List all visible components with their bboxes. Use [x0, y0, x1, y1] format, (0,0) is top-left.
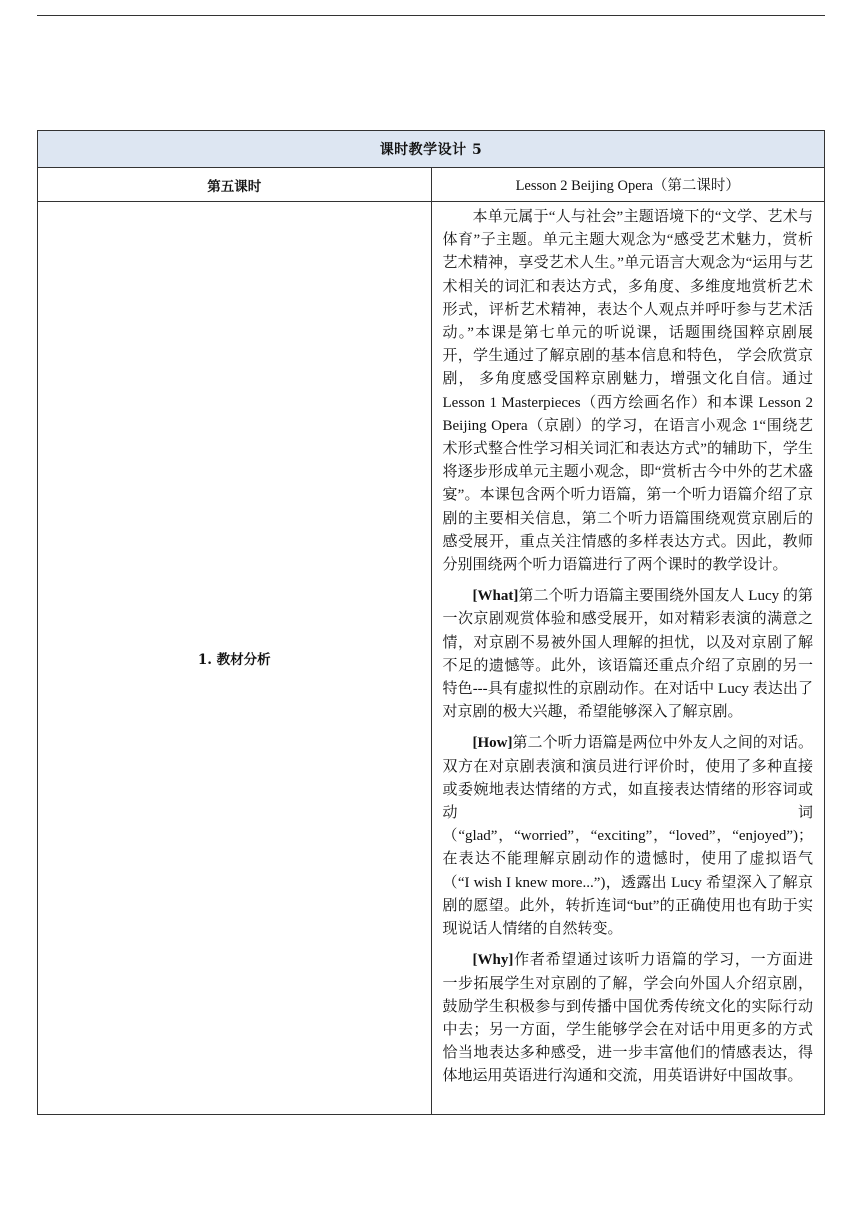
what-text: 第二个听力语篇主要围绕外国友人 Lucy 的第一次京剧观赏体验和感受展开，如对精彩表演的满意之情，对京剧不易被外国人理解的担忧，以及对京剧了解不足的遗憾等。此外，该语篇还重点介绍了京剧的另一特色---具有虚拟性的京剧动作。在对话中 Lucy 表达出了对京剧的极大兴趣，希望能够深入了解京剧。 — [442, 588, 813, 721]
lesson-label: 第五课时 — [38, 168, 432, 202]
lesson-row — [38, 168, 825, 202]
how-paragraph — [443, 732, 814, 941]
analysis-row — [38, 202, 825, 1115]
section-label: 1. 教材分析 — [38, 202, 432, 1115]
why-paragraph — [443, 949, 814, 1088]
what-paragraph — [443, 585, 814, 724]
lesson-design-table — [37, 130, 825, 1115]
table-title: 课时教学设计 5 — [38, 131, 825, 168]
overview-text: 本单元属于“人与社会”主题语境下的“文学、艺术与体育”子主题。单元主题大观念为“感受艺术魅力，赏析艺术精神，享受艺术人生。”单元语言大观念为“运用与艺术相关的词汇和表达方式，多角度、多维度地赏析艺术形式，评析艺术精神，表达个人观点并呼吁参与艺术活动。”本课是第七单元的听说课，话题围绕国粹京剧展开，学生通过了解京剧的基本信息和特色， 学会欣赏京剧， 多角度感受国粹京剧魅力，增强文化自信。通过 Lesson 1 Masterpieces（西方绘画名作）和本课 Lesson 2 Beijing Opera（京剧）的学习，在语言小观念 1“围绕艺术形式整合性学习相关词汇和表达方式”的辅助下，学生将逐步形成单元主题小观念，即“赏析古今中外的艺术盛宴”。本课包含两个听力语篇，第一个听力语篇介绍了京剧的主要相关信息，第二个听力语篇围绕观赏京剧后的感受展开，重点关注情感的多样表达方式。因此，教师分别围绕两个听力语篇进行了两个课时的教学设计。 — [442, 209, 813, 574]
what-tag: [What] — [472, 588, 519, 605]
lesson-title: Lesson 2 Beijing Opera（第二课时） — [431, 168, 825, 202]
overview-paragraph — [443, 206, 814, 577]
analysis-content — [431, 202, 825, 1115]
why-text: 作者希望通过该听力语篇的学习，一方面进一步拓展学生对京剧的了解，学会向外国人介绍京剧， 鼓励学生积极参与到传播中国优秀传统文化的实际行动中去；另一方面，学生能够学会在对话中用更多的方式恰当地表达多种感受，进一步丰富他们的情感表达，得体地运用英语进行沟通和交流，用英语讲好中国故事。 — [442, 952, 813, 1085]
title-row — [38, 131, 825, 168]
why-tag: [Why] — [472, 952, 514, 969]
how-tag: [How] — [472, 735, 513, 752]
header-rule — [37, 15, 825, 16]
how-text: 第二个听力语篇是两位中外友人之间的对话。双方在对京剧表演和演员进行评价时，使用了多种直接或委婉地表达情绪的方式，如直接表达情绪的形容词或动词（“glad”，“worried”，“exciting”，“loved”，“enjoyed”)；在表达不能理解京剧动作的遗憾时，使用了虚拟语气（“I wish I knew more...”)，透露出 Lucy 希望深入了解京剧的愿望。此外，转折连词“but”的正确使用也有助于实现说话人情绪的自然转变。 — [442, 735, 813, 938]
